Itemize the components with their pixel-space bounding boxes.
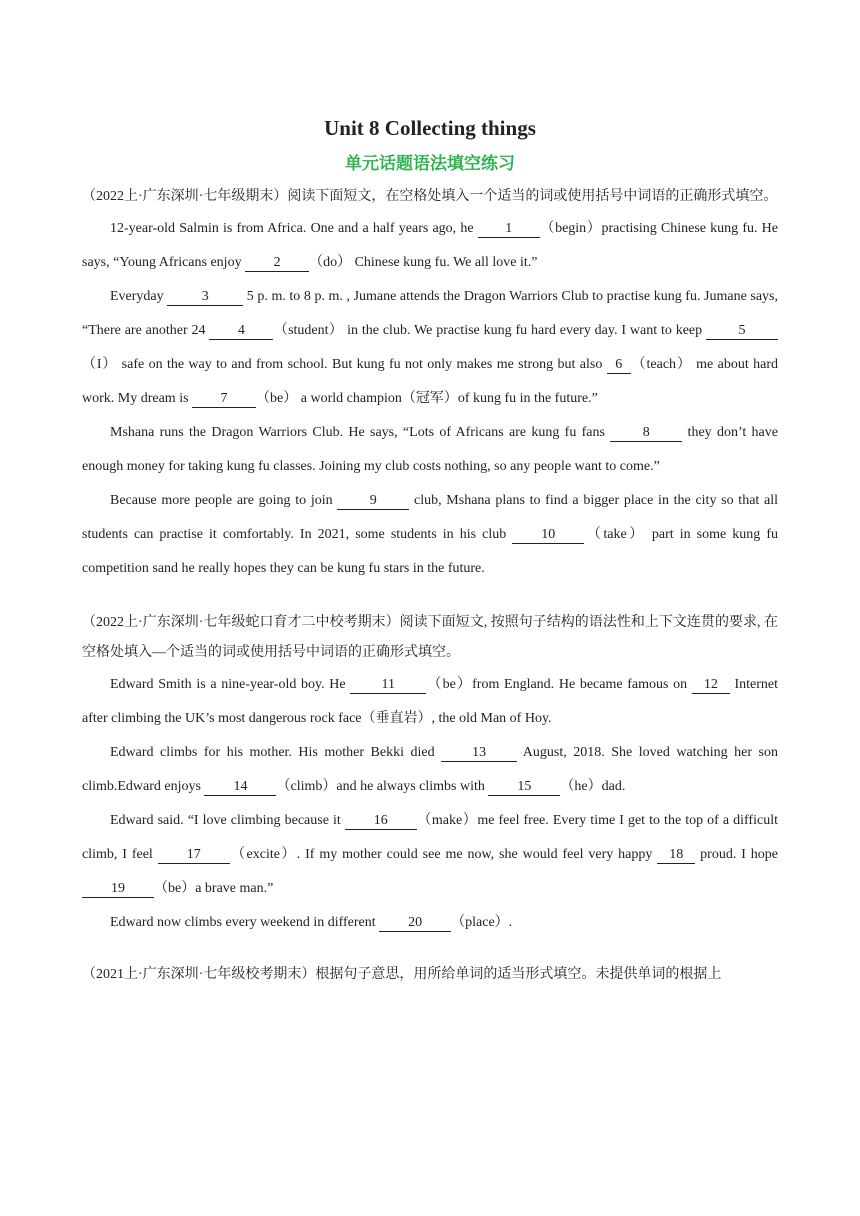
- section-1-paragraph-3: Mshana runs the Dragon Warriors Club. He says, “Lots of Africans are kung fu fans 8 they don’t have enough money for taking kung fu classes. Joining my club costs nothing, so any people want to come.”: [82, 425, 778, 474]
- blank-14[interactable]: 14: [204, 779, 276, 796]
- section-2-paragraph-1: Edward Smith is a nine-year-old boy. He 11 （be）from England. He became famous on 12 Internet after climbing the UK’s most dangerous rock face（垂直岩）, the old Man of Hoy.: [82, 677, 779, 726]
- section-spacer: [82, 940, 778, 960]
- blank-16[interactable]: 16: [345, 813, 417, 830]
- blank-3[interactable]: 3: [167, 289, 243, 306]
- blank-7[interactable]: 7: [192, 391, 256, 408]
- blank-18[interactable]: 18: [657, 847, 695, 864]
- blank-19[interactable]: 19: [82, 881, 154, 898]
- section-1-intro: （2022上·广东深圳·七年级期末）阅读下面短文，在空格处填入一个适当的词或使用括号中词语的正确形式填空。: [82, 189, 778, 204]
- blank-5[interactable]: 5: [706, 323, 778, 340]
- section-2-paragraph-2: Edward climbs for his mother. His mother Bekki died 13 August, 2018. She loved watching her son climb.Edward enjoys 14 （climb）and he always climbs with 15 （he）dad.: [82, 745, 779, 794]
- blank-15[interactable]: 15: [488, 779, 560, 796]
- section-3-intro: （2021上·广东深圳·七年级校考期末）根据句子意思，用所给单词的适当形式填空。未提供单词的根据上: [82, 967, 722, 982]
- blank-10[interactable]: 10: [512, 527, 584, 544]
- blank-6[interactable]: 6: [607, 357, 631, 374]
- section-1-paragraph-4: Because more people are going to join 9 club, Mshana plans to find a bigger place in the city so that all students can practise it comfortably. In 2021, some students in his club 10 （take） part in some kung fu competition sand he really hopes they can be kung fu stars in the future.: [82, 493, 778, 576]
- document-page: [82, 112, 778, 990]
- document-title: Unit 8 Collecting things: [324, 116, 536, 140]
- document-subtitle: 单元话题语法填空练习: [345, 154, 515, 174]
- blank-1[interactable]: 1: [478, 221, 540, 238]
- blank-11[interactable]: 11: [350, 677, 426, 694]
- blank-9[interactable]: 9: [337, 493, 409, 510]
- section-2-paragraph-4: Edward now climbs every weekend in different 20 （place）.: [110, 915, 513, 930]
- section-1-paragraph-2: Everyday 3 5 p. m. to 8 p. m. , Jumane attends the Dragon Warriors Club to practise kung fu. Jumane says, “There are another 24 4 （student） in the club. We practise kung fu hard every day. I want to keep 5（I） safe on the way to and from school. But kung fu not only makes me strong but also 6 （teach） me about hard work. My dream is 7 （be） a world champion（冠军）of kung fu in the future.”: [82, 289, 778, 406]
- section-1-paragraph-1: 12-year-old Salmin is from Africa. One and a half years ago, he 1 （begin）practising Chinese kung fu. He says, “Young Africans enjoy 2 （do） Chinese kung fu. We all love it.”: [82, 221, 778, 270]
- section-2-intro: （2022上·广东深圳·七年级蛇口育才二中校考期末）阅读下面短文, 按照句子结构的语法性和上下文连贯的要求, 在空格处填入—个适当的词或使用括号中词语的正确形式填空。: [82, 615, 778, 660]
- blank-2[interactable]: 2: [245, 255, 309, 272]
- blank-20[interactable]: 20: [379, 915, 451, 932]
- section-2-paragraph-3: Edward said. “I love climbing because it 16 （make）me feel free. Every time I get to the top of a difficult climb, I feel 17 （excite）. If my mother could see me now, she would feel very happy 18 proud. I hope 19 （be）a brave man.”: [82, 813, 778, 896]
- blank-17[interactable]: 17: [158, 847, 230, 864]
- blank-8[interactable]: 8: [610, 425, 682, 442]
- blank-12[interactable]: 12: [692, 677, 730, 694]
- blank-13[interactable]: 13: [441, 745, 517, 762]
- section-spacer: [82, 586, 778, 608]
- blank-4[interactable]: 4: [209, 323, 273, 340]
